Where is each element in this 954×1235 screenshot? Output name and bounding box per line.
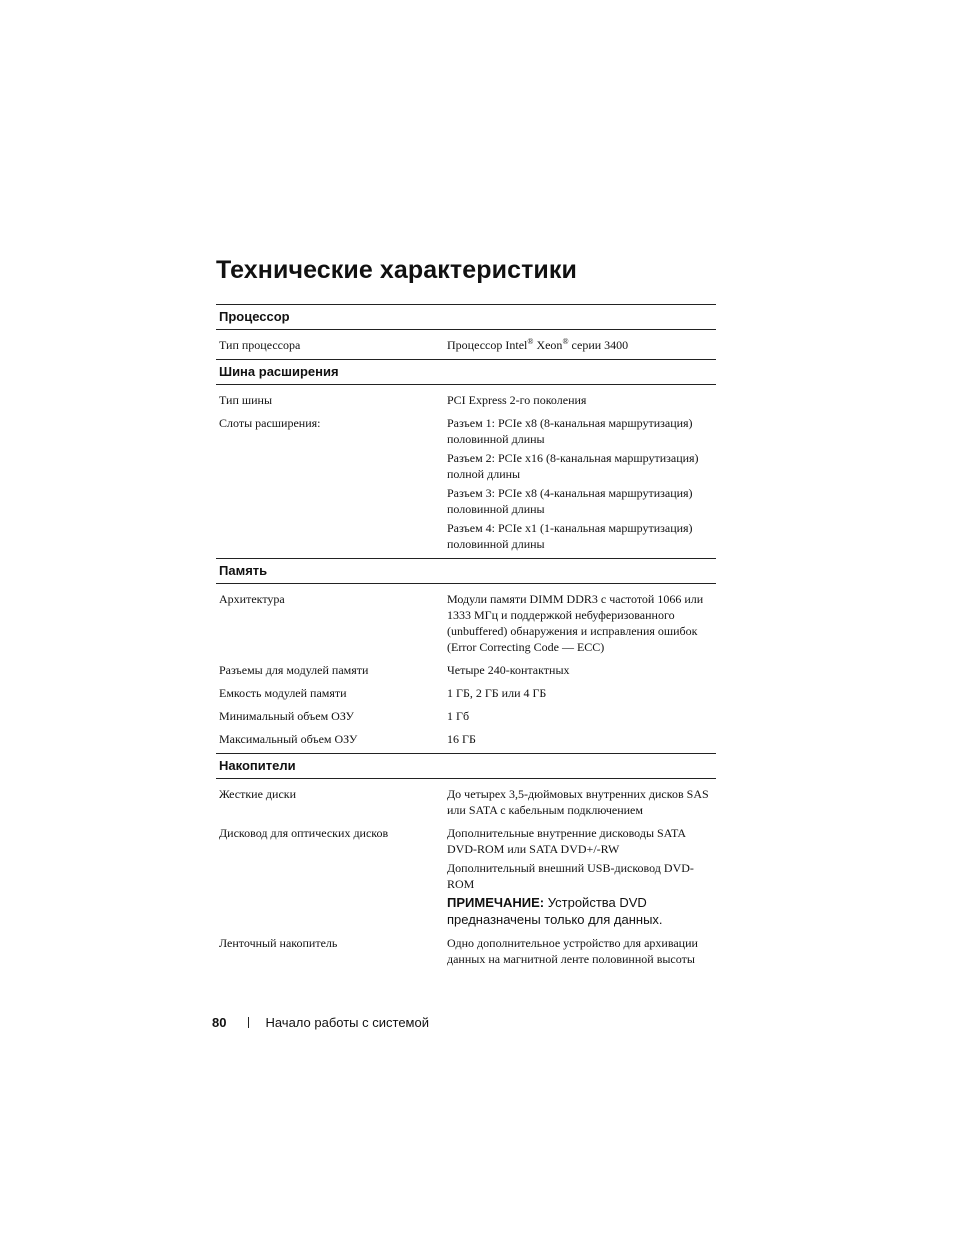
footer-separator — [248, 1017, 249, 1028]
spec-value: Одно дополнительное устройство для архивации данных на магнитной ленте половинной высоты — [447, 936, 698, 966]
spec-label: Ленточный накопитель — [219, 936, 338, 950]
spec-label: Минимальный объем ОЗУ — [219, 709, 355, 723]
spec-label: Максимальный объем ОЗУ — [219, 732, 358, 746]
footer-text: Начало работы с системой — [265, 1015, 429, 1030]
specs-table — [216, 304, 716, 973]
section-heading: Шина расширения — [216, 359, 716, 385]
page-footer — [212, 1015, 429, 1030]
spec-row — [216, 408, 716, 552]
spec-label: Слоты расширения: — [219, 416, 321, 430]
spec-label: Емкость модулей памяти — [219, 686, 347, 700]
spec-row — [216, 655, 716, 678]
spec-row — [216, 782, 716, 818]
spec-value: Разъем 1: PCIe x8 (8-канальная маршрутизация) половинной длины — [447, 416, 693, 446]
spec-label: Тип процессора — [219, 338, 301, 352]
page-number: 80 — [212, 1015, 227, 1030]
spec-label: Тип шины — [219, 393, 273, 407]
spec-value: 1 Гб — [447, 709, 470, 723]
spec-value: 16 ГБ — [447, 732, 476, 746]
spec-row — [216, 928, 716, 967]
spec-value: Разъем 2: PCIe x16 (8-канальная маршрутизация) полной длины — [447, 451, 699, 481]
spec-row — [216, 678, 716, 701]
spec-row — [216, 724, 716, 747]
spec-value: 1 ГБ, 2 ГБ или 4 ГБ — [447, 686, 547, 700]
spec-row — [216, 388, 716, 408]
spec-row — [216, 701, 716, 724]
spec-value: Разъем 3: PCIe x8 (4-канальная маршрутизация) половинной длины — [447, 486, 693, 516]
spec-label: Дисковод для оптических дисков — [219, 826, 389, 840]
page-title: Технические характеристики — [216, 256, 577, 284]
section-storage — [216, 753, 716, 973]
spec-row — [216, 818, 716, 928]
section-heading: Процессор — [216, 304, 716, 330]
spec-value: PCI Express 2-го поколения — [447, 393, 587, 407]
spec-label: Разъемы для модулей памяти — [219, 663, 369, 677]
spec-value: Дополнительный внешний USB-дисковод DVD-ROM — [447, 861, 694, 891]
section-processor — [216, 304, 716, 359]
spec-label: Архитектура — [219, 592, 285, 606]
note — [447, 894, 716, 928]
spec-row — [216, 333, 716, 353]
spec-value: Дополнительные внутренние дисководы SATA DVD-ROM или SATA DVD+/-RW — [447, 826, 686, 856]
spec-value: Четыре 240-контактных — [447, 663, 570, 677]
section-heading: Память — [216, 558, 716, 584]
spec-value: Модули памяти DIMM DDR3 с частотой 1066 или 1333 МГц и поддержкой небуферизованного (unbuffered) обнаружения и исправления ошибок (Error Correcting Code — ECC) — [447, 592, 704, 654]
spec-value-rich: Процессор Intel® Xeon® серии 3400 — [447, 337, 629, 352]
section-heading: Накопители — [216, 753, 716, 779]
spec-row — [216, 587, 716, 655]
note-label: ПРИМЕЧАНИЕ: — [447, 895, 545, 910]
spec-label: Жесткие диски — [219, 787, 297, 801]
section-memory — [216, 558, 716, 753]
spec-value: До четырех 3,5-дюймовых внутренних дисков SAS или SATA с кабельным подключением — [447, 787, 709, 817]
section-expansion-bus — [216, 359, 716, 558]
spec-value: Разъем 4: PCIe x1 (1-канальная маршрутизация) половинной длины — [447, 521, 693, 551]
note-text: Устройства DVD предназначены только для данных. — [447, 895, 663, 927]
